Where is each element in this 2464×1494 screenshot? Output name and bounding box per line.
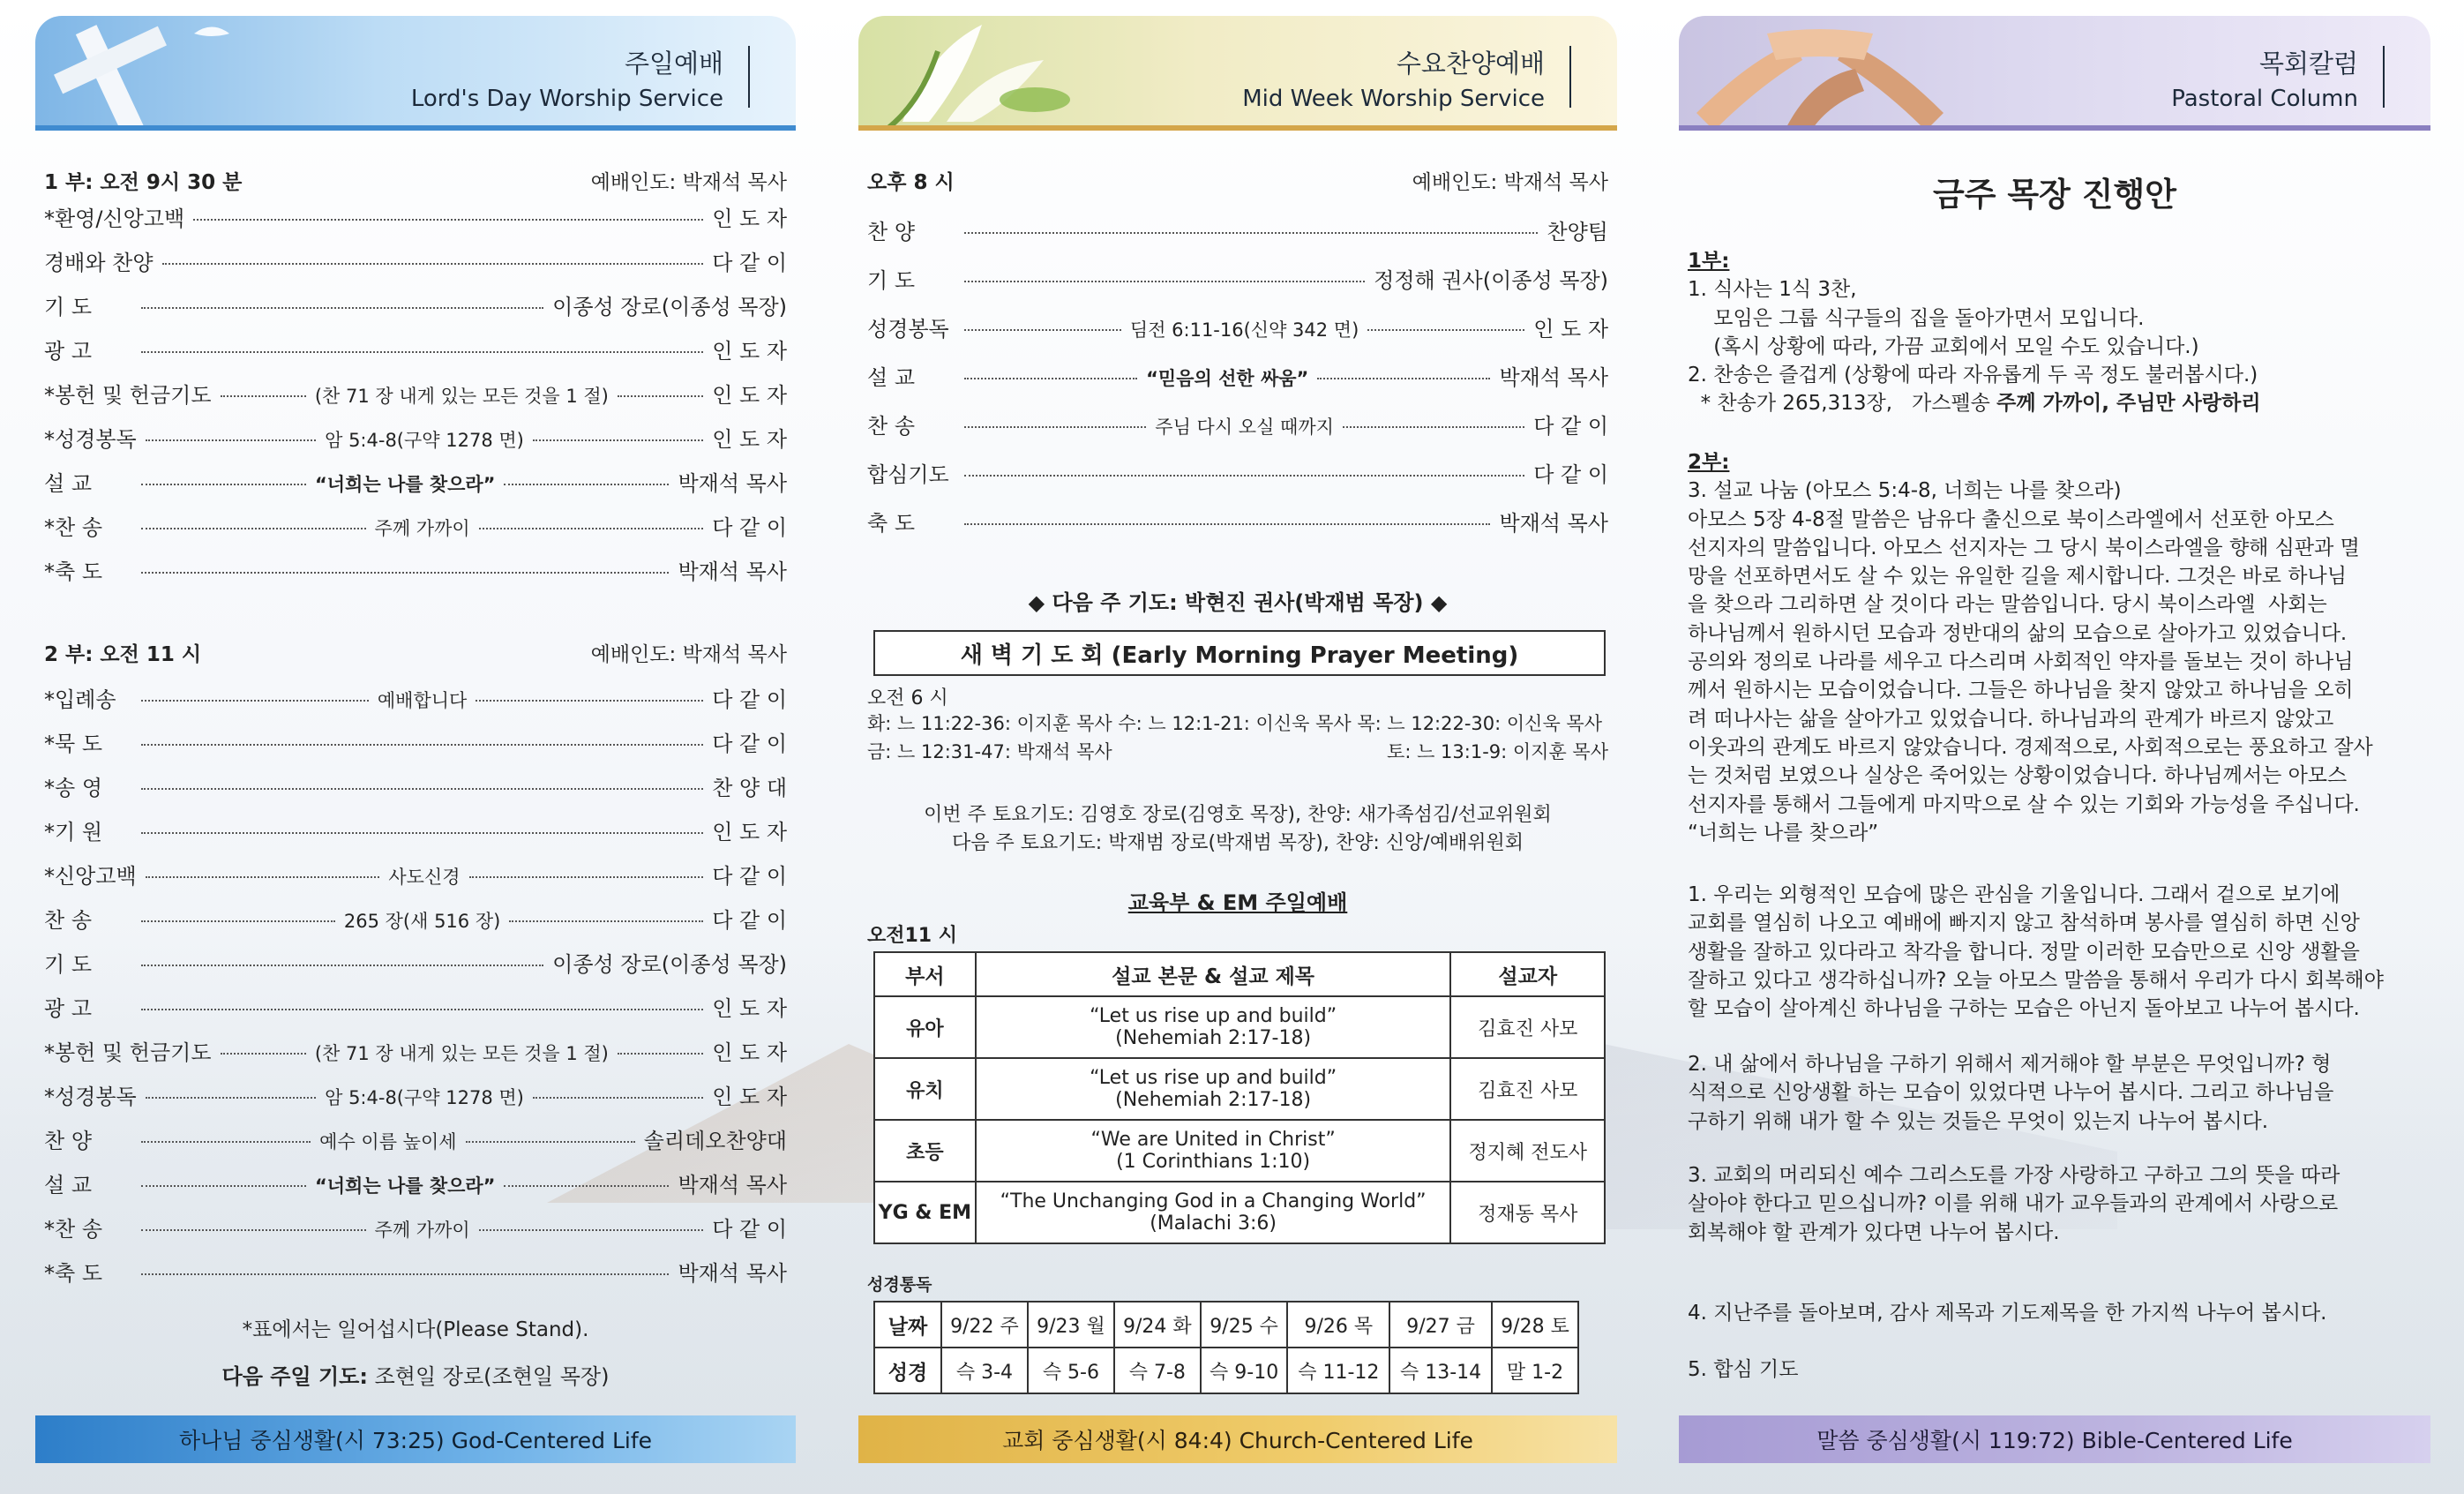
reading-date-cell: 9/22 주: [941, 1302, 1028, 1348]
order-label: *축 도: [44, 1261, 102, 1286]
table-row: [874, 1120, 1605, 1182]
service1-time: 1 부: 오전 9시 30 분: [44, 171, 243, 194]
order-value: 박재석 목사: [678, 1173, 788, 1197]
order-label: 축 도: [867, 511, 915, 536]
speaker-cell: 정재동 목사: [1450, 1182, 1605, 1243]
text-line: 살아야 한다고 믿으십니까? 이를 위해 내가 교우들과의 관계에서 사랑으로: [1688, 1192, 2339, 1216]
order-detail: 암 5:4-8(구약 1278 면): [325, 430, 524, 451]
text-line: 선지자를 통해서 그들에게 마지막으로 살 수 있는 기회와 가능성을 주십니다.: [1688, 792, 2360, 816]
leader-dots: [141, 351, 703, 353]
sermon-cell: [976, 1182, 1451, 1243]
order-row: [867, 506, 1608, 537]
dawn-schedule-text: 화: 느 11:22-36: 이지훈 목사 수: 느 12:1-21: 이신욱 목사 목: 느 12:22-30: 이신욱 목사: [867, 713, 1603, 734]
banner-title-ko: 목회칼럼: [2258, 49, 2358, 79]
order-value: 찬 양 대: [712, 776, 787, 800]
text-line: 1. 식사는 1식 3찬,: [1688, 278, 1857, 302]
order-row: [44, 947, 787, 978]
reading-verse-cell: 슥 3-4: [941, 1348, 1028, 1393]
leader-dots: [964, 378, 1137, 379]
reading-table: [873, 1301, 1579, 1394]
order-value: 다 같 이: [712, 515, 788, 540]
banner-title-ko: 수요찬양예배: [1396, 49, 1545, 79]
sermon-ref: (Malachi 3:6): [1150, 1212, 1277, 1235]
text-line: (혹시 상황에 따라, 가끔 교회에서 모일 수도 있습니다.): [1688, 334, 2199, 358]
pastoral-column: [1679, 16, 2430, 1463]
service2-leader: 예배인도: 박재석 목사: [590, 643, 787, 666]
leader-dots: [141, 1185, 306, 1187]
order-label: 성경봉독: [867, 317, 949, 342]
text-line: 교회를 열심히 나오고 예배에 빠지지 않고 참석하며 봉사를 열심히 하면 신앙: [1688, 912, 2360, 935]
service1-header: [44, 166, 787, 195]
leader-dots: [964, 426, 1146, 428]
question-2: [1688, 1050, 2413, 1136]
text-line: 공의와 정의로 나라를 세우고 다스리며 사회적인 약자를 돌보는 것이 하나님: [1688, 650, 2354, 674]
reading-verse-cell: 슥 7-8: [1114, 1348, 1201, 1393]
order-row: [44, 1256, 787, 1287]
order-row: [867, 214, 1608, 245]
text-line: 생활을 잘하고 있다라고 착각을 합니다. 정말 이러한 모습만으로 신앙 생활을: [1688, 940, 2360, 964]
dawn-schedule-text: 토: 느 13:1-9: 이지훈 목사: [1387, 741, 1608, 762]
order-label: 찬 송: [44, 908, 92, 933]
leader-dots: [533, 1097, 703, 1099]
order-value: 박재석 목사: [678, 559, 787, 584]
order-detail: 265 장(새 516 장): [343, 911, 501, 932]
order-label: *성경봉독: [44, 427, 137, 452]
order-row: [44, 289, 787, 320]
leader-dots: [964, 281, 1365, 282]
question-1: [1688, 881, 2413, 1023]
leader-dots: [469, 876, 704, 878]
next-sunday-prayer-label: 다음 주일 기도:: [221, 1364, 368, 1389]
sermon-ref: (Nehemiah 2:17-18): [1115, 1027, 1312, 1049]
leader-dots: [479, 528, 704, 529]
reading-date-cell: 9/28 토: [1492, 1302, 1578, 1348]
dept-cell: 유치: [874, 1058, 976, 1120]
order-row: [867, 457, 1608, 488]
leader-dots: [504, 1185, 669, 1187]
part1-label: 1부:: [1688, 250, 1730, 273]
text-line: 식적으로 신앙생활 하는 모습이 있었다면 나누어 봅시다. 그리고 하나님을: [1688, 1081, 2334, 1105]
order-row: [867, 312, 1608, 342]
order-value: 박재석 목사: [1499, 365, 1609, 390]
pastoral-banner: [1679, 16, 2430, 131]
order-row: [44, 815, 787, 845]
dawn-prayer-line: [867, 738, 1608, 764]
leader-dots: [141, 572, 669, 574]
order-label: *봉헌 및 헌금기도: [44, 383, 212, 408]
order-value: 다 같 이: [712, 732, 787, 756]
dawn-schedule-text: 금: 느 12:31-47: 박재석 목사: [867, 741, 1112, 762]
reading-date-cell: 9/26 목: [1287, 1302, 1389, 1348]
leader-dots: [618, 1053, 703, 1055]
text-line: 선지자의 말씀입니다. 아모스 선지자는 그 당시 북이스라엘을 향해 심판과 멸: [1688, 536, 2360, 559]
order-value: 다 같 이: [712, 908, 787, 933]
question-5: 5. 합심 기도: [1688, 1358, 1799, 1381]
order-value: 찬양팀: [1547, 220, 1608, 244]
order-label: *기 원: [44, 820, 102, 845]
order-value: 박재석 목사: [678, 471, 788, 496]
dawn-prayer-title: 새 벽 기 도 회 (Early Morning Prayer Meeting): [873, 630, 1606, 676]
order-label: 설 교: [44, 471, 92, 496]
order-detail: (찬 71 장 내게 있는 모든 것을 1 절): [314, 1043, 609, 1064]
leader-dots: [479, 1229, 704, 1231]
part2-label: 2부:: [1688, 451, 1730, 474]
order-detail: 주님 다시 오실 때까지: [1155, 417, 1334, 438]
reading-date-cell: 9/24 화: [1114, 1302, 1201, 1348]
text-line: 망을 선포하면서도 살 수 있는 유일한 길을 제시합니다. 그것은 바로 하나님: [1688, 565, 2347, 589]
order-label: *송 영: [44, 776, 102, 800]
text-line: 께서 원하시는 모습이었습니다. 그들은 하나님을 찾지 않았고 하나님을 오히: [1688, 679, 2354, 702]
edu-table: [873, 951, 1606, 1244]
leader-dots: [141, 528, 366, 529]
text-line: 려 떠나사는 삶을 살아가고 있었습니다. 하나님과의 관계가 바르지 않았고: [1688, 707, 2334, 731]
leader-dots: [141, 484, 306, 485]
order-value: 인 도 자: [712, 820, 787, 845]
cross-icon: [44, 16, 265, 131]
order-row: [44, 554, 787, 585]
speaker-cell: 정지혜 전도사: [1450, 1120, 1605, 1182]
table-header: 부서: [874, 952, 976, 996]
order-row: [44, 334, 787, 364]
dept-cell: YG & EM: [874, 1182, 976, 1243]
table-row: [874, 1058, 1605, 1120]
order-label: 찬 양: [44, 1129, 92, 1153]
leader-dots: [1343, 426, 1524, 428]
text-line: 회복해야 할 관계가 있다면 나누어 봅시다.: [1688, 1220, 2060, 1244]
midweek-worship-column: [858, 16, 1617, 1463]
order-label: 찬 송: [867, 414, 915, 439]
leader-dots: [964, 475, 1524, 477]
order-row: [44, 1123, 787, 1154]
sermon-ref: (1 Corinthians 1:10): [1116, 1151, 1311, 1173]
next-sunday-prayer-name: 조현일 장로(조현일 목장): [374, 1364, 610, 1389]
sermon-title: “Let us rise up and build”: [1090, 1005, 1337, 1027]
speaker-cell: 김효진 사모: [1450, 996, 1605, 1058]
order-row: [44, 726, 787, 757]
leader-dots: [466, 1141, 635, 1143]
leader-dots: [141, 965, 543, 966]
text-line: 할 모습이 살아계신 하나님을 구하는 모습은 아닌지 돌아보고 나누어 봅시다.: [1688, 997, 2360, 1021]
text-line: 3. 교회의 머리되신 예수 그리스도를 가장 사랑하고 구하고 그의 뜻을 따라: [1688, 1164, 2340, 1187]
text-line: 하나님께서 원하시던 모습과 정반대의 삶의 모습으로 살아가고 있었습니다.: [1688, 621, 2348, 645]
text-line: 모임은 그룹 식구들의 집을 돌아가면서 모입니다.: [1688, 306, 2145, 330]
reading-verse-cell: 슥 11-12: [1287, 1348, 1389, 1393]
order-label: *묵 도: [44, 732, 102, 756]
order-label: 광 고: [44, 996, 92, 1021]
order-value: 인 도 자: [712, 996, 787, 1021]
order-value: 솔리데오찬양대: [643, 1129, 787, 1153]
order-detail: 예수 이름 높이세: [319, 1131, 457, 1152]
order-value: 다 같 이: [712, 1217, 788, 1242]
banner-title-en: Lord's Day Worship Service: [410, 86, 723, 112]
order-detail: “너희는 나를 찾으라”: [314, 474, 496, 495]
leader-dots: [141, 920, 335, 922]
saturday-prayer: 다음 주 토요기도: 박재범 장로(박재범 목장), 찬양: 신앙/예배위원회: [952, 832, 1524, 854]
order-label: *환영/신앙고백: [44, 206, 185, 231]
sermon-title: “We are United in Christ”: [1090, 1129, 1336, 1151]
footer-bar: 말씀 중심생활(시 119:72) Bible-Centered Life: [1679, 1415, 2430, 1463]
saturday-prayer: 이번 주 토요기도: 김영호 장로(김영호 목장), 찬양: 새가족섬김/선교위원회: [924, 804, 1552, 826]
hymn-bold-text: 주께 가까이, 주님만 사랑하리: [1996, 392, 2261, 416]
sermon-cell: [976, 1058, 1451, 1120]
reading-date-cell: 9/25 수: [1201, 1302, 1288, 1348]
order-value: 정정해 권사(이종성 목장): [1374, 268, 1608, 293]
text-line: 이웃과의 관계도 바르지 않았습니다. 경제적으로, 사회적으로는 풍요하고 잘사: [1688, 735, 2373, 759]
order-detail: “너희는 나를 찾으라”: [314, 1175, 496, 1197]
leader-dots: [533, 439, 703, 441]
leader-dots: [476, 700, 703, 702]
order-label: 경배와 찬양: [44, 251, 154, 275]
order-label: 기 도: [867, 268, 915, 293]
order-label: *찬 송: [44, 515, 102, 540]
leader-dots: [964, 232, 1538, 234]
dawn-prayer-line: [867, 709, 1608, 736]
order-value: 인 도 자: [712, 206, 787, 231]
order-value: 박재석 목사: [1499, 511, 1608, 536]
order-row: [867, 263, 1608, 294]
service1-leader: 예배인도: 박재석 목사: [590, 171, 787, 194]
order-row: [44, 245, 787, 276]
text-line: 2. 찬송은 즐겁게 (상황에 따라 자유롭게 두 곡 정도 불러봅시다.): [1688, 364, 2258, 387]
order-value: 인 도 자: [712, 1085, 788, 1109]
order-label: 합심기도: [867, 462, 949, 487]
order-value: 다 같 이: [712, 864, 787, 889]
leader-dots: [141, 744, 703, 746]
order-label: 기 도: [44, 952, 92, 977]
reading-dates-row: [874, 1302, 1578, 1348]
service2-header: [44, 638, 787, 667]
reading-verse-cell: 말 1-2: [1492, 1348, 1578, 1393]
leader-dots: [1367, 329, 1524, 331]
edu-time-text: 오전11 시: [867, 925, 958, 947]
order-label: *찬 송: [44, 1217, 102, 1242]
sermon-ref: (Nehemiah 2:17-18): [1115, 1089, 1312, 1111]
dept-cell: 유아: [874, 996, 976, 1058]
table-header: 설교자: [1450, 952, 1605, 996]
order-value: 인 도 자: [1533, 317, 1609, 342]
order-row: [44, 466, 787, 497]
text-line: “너희는 나를 찾으라”: [1688, 821, 1879, 845]
order-row: [44, 1212, 787, 1242]
reading-label: [867, 1272, 1608, 1295]
order-value: 인 도 자: [712, 339, 787, 364]
leader-dots: [504, 484, 669, 485]
order-label: 찬 양: [867, 220, 915, 244]
order-value: 인 도 자: [712, 383, 788, 408]
service2-time: 2 부: 오전 11 시: [44, 643, 202, 666]
leader-dots: [141, 1273, 669, 1275]
leader-dots: [964, 523, 1490, 525]
reading-row-label: 성경: [874, 1348, 941, 1393]
sermon-title: “The Unchanging God in a Changing World”: [1000, 1190, 1427, 1212]
order-detail: 암 5:4-8(구약 1278 면): [325, 1087, 524, 1108]
hymn-text: * 찬송가 265,313장, 가스펠송: [1688, 392, 1997, 416]
leader-dots: [141, 1009, 703, 1010]
footer-bar: 교회 중심생활(시 84:4) Church-Centered Life: [858, 1415, 1617, 1463]
order-label: 광 고: [44, 339, 92, 364]
leader-dots: [146, 876, 380, 878]
order-detail: 주께 가까이: [374, 518, 470, 539]
reading-row-label: 날짜: [874, 1302, 941, 1348]
order-row: [44, 859, 787, 890]
reading-verse-cell: 슥 13-14: [1389, 1348, 1492, 1393]
hymn-line: [1688, 389, 2413, 417]
order-row: [44, 903, 787, 934]
sunday-worship-column: [35, 16, 796, 1463]
text-line: 잘하고 있다고 생각하십니까? 오늘 아모스 말씀을 통해서 우리가 다시 회복해야: [1688, 968, 2384, 992]
order-row: [44, 1035, 787, 1066]
table-header-row: [874, 952, 1605, 996]
banner-title-ko: 주일예배: [624, 49, 723, 79]
edu-time: [867, 920, 1608, 948]
part2-section: [1688, 448, 2413, 847]
part1-section: [1688, 247, 2413, 418]
sermon-title: “Let us rise up and build”: [1090, 1067, 1337, 1089]
next-week-prayer: ◆ 다음 주 기도: 박현진 권사(박재범 목장) ◆: [1028, 590, 1448, 615]
leader-dots: [193, 219, 703, 221]
next-sunday-prayer: [35, 1359, 796, 1390]
order-label: *신앙고백: [44, 864, 137, 889]
order-value: 인 도 자: [712, 427, 788, 452]
text-line: 1. 우리는 외형적인 모습에 많은 관심을 기울입니다. 그래서 겉으로 보기에: [1688, 883, 2340, 906]
leader-dots: [162, 263, 704, 265]
midweek-header: [867, 166, 1608, 195]
dawn-time-text: 오전 6 시: [867, 687, 948, 709]
order-label: *입례송: [44, 687, 116, 712]
order-value: 인 도 자: [712, 1040, 788, 1065]
lily-icon: [867, 16, 1097, 131]
order-label: *봉헌 및 헌금기도: [44, 1040, 212, 1065]
order-detail: “믿음의 선한 싸움”: [1146, 368, 1309, 389]
stand-note: *표에서는 일어섭시다(Please Stand).: [242, 1318, 589, 1341]
order-label: 설 교: [44, 1173, 92, 1197]
reading-verse-cell: 슥 5-6: [1028, 1348, 1114, 1393]
leader-dots: [146, 1097, 316, 1099]
order-row: [44, 1167, 787, 1198]
question-3: [1688, 1161, 2413, 1247]
order-detail: 딤전 6:11-16(신약 342 면): [1129, 319, 1359, 341]
reading-label-text: 성경통독: [867, 1275, 932, 1295]
leader-dots: [141, 832, 703, 834]
speaker-cell: 김효진 사모: [1450, 1058, 1605, 1120]
order-row: [44, 770, 787, 801]
leader-dots: [141, 1229, 366, 1231]
order-value: 다 같 이: [1533, 462, 1608, 487]
midweek-banner: [858, 16, 1617, 131]
leader-dots: [146, 439, 316, 441]
table-row: [874, 996, 1605, 1058]
order-row: [44, 991, 787, 1022]
order-detail: 주께 가까이: [374, 1220, 470, 1241]
reading-date-cell: 9/27 금: [1389, 1302, 1492, 1348]
reading-date-cell: 9/23 월: [1028, 1302, 1114, 1348]
leader-dots: [509, 920, 703, 922]
order-row: [44, 510, 787, 541]
question-4: 4. 지난주를 돌아보며, 감사 제목과 기도제목을 한 가지씩 나누어 봅시다.: [1688, 1302, 2327, 1325]
order-label: *축 도: [44, 559, 102, 584]
order-label: 설 교: [867, 365, 915, 390]
banner-divider: [2383, 46, 2385, 108]
order-row: [867, 409, 1608, 439]
text-line: 는 것처럼 보였으나 실상은 죽어있는 상황이었습니다. 하나님께서는 아모스: [1688, 764, 2348, 788]
order-value: 이종성 장로(이종성 목장): [552, 952, 787, 977]
edu-title: 교육부 & EM 주일예배: [1127, 890, 1348, 915]
reading-verse-cell: 슥 9-10: [1201, 1348, 1288, 1393]
order-label: 기 도: [44, 295, 92, 319]
banner-title-en: Mid Week Worship Service: [1242, 86, 1545, 112]
leader-dots: [141, 700, 369, 702]
midweek-time: 오후 8 시: [867, 171, 955, 194]
order-value: 다 같 이: [712, 687, 787, 712]
midweek-leader: 예배인도: 박재석 목사: [1412, 171, 1608, 194]
order-row: [44, 422, 787, 453]
leader-dots: [221, 1053, 306, 1055]
order-value: 다 같 이: [1533, 414, 1609, 439]
banner-divider: [748, 46, 750, 108]
table-header: 설교 본문 & 설교 제목: [976, 952, 1451, 996]
column-title: 금주 목장 진행안: [1933, 176, 2176, 214]
text-line: 아모스 5장 4-8절 말씀은 남유다 출신으로 북이스라엘에서 선포한 아모스: [1688, 507, 2334, 531]
leader-dots: [141, 788, 703, 790]
footer-bar: 하나님 중심생활(시 73:25) God-Centered Life: [35, 1415, 796, 1463]
leader-dots: [141, 307, 543, 309]
order-label: *성경봉독: [44, 1085, 137, 1109]
leader-dots: [964, 329, 1121, 331]
sermon-cell: [976, 1120, 1451, 1182]
order-row: [44, 1079, 787, 1110]
sunday-banner: [35, 16, 796, 131]
order-detail: 사도신경: [388, 867, 461, 888]
order-detail: (찬 71 장 내게 있는 모든 것을 1 절): [314, 386, 609, 407]
banner-title-en: Pastoral Column: [2171, 86, 2358, 112]
leader-dots: [221, 395, 306, 397]
dawn-prayer-time: [867, 683, 1608, 710]
order-value: 박재석 목사: [678, 1261, 787, 1286]
order-row: [44, 201, 787, 232]
text-line: 을 찾으라 그리하면 살 것이다 라는 말씀입니다. 당시 북이스라엘 사회는: [1688, 593, 2327, 617]
order-detail: 예배합니다: [377, 690, 468, 711]
order-row: [44, 378, 787, 409]
order-value: 다 같 이: [712, 251, 787, 275]
leader-dots: [1317, 378, 1490, 379]
leader-dots: [618, 395, 703, 397]
order-row: [44, 682, 787, 713]
order-value: 이종성 장로(이종성 목장): [552, 295, 787, 319]
text-line: 구하기 위해 내가 할 수 있는 것들은 무엇이 있는지 나누어 봅시다.: [1688, 1109, 2269, 1133]
banner-divider: [1569, 46, 1571, 108]
joined-hands-icon: [1679, 16, 1970, 131]
text-line: 3. 설교 나눔 (아모스 5:4-8, 너희는 나를 찾으라): [1688, 479, 2122, 503]
table-row: [874, 1182, 1605, 1243]
text-line: 2. 내 삶에서 하나님을 구하기 위해서 제거해야 할 부분은 무엇입니까? 형: [1688, 1053, 2332, 1076]
sermon-cell: [976, 996, 1451, 1058]
dept-cell: 초등: [874, 1120, 976, 1182]
reading-verses-row: [874, 1348, 1578, 1393]
order-row: [867, 360, 1608, 391]
leader-dots: [141, 1141, 311, 1143]
